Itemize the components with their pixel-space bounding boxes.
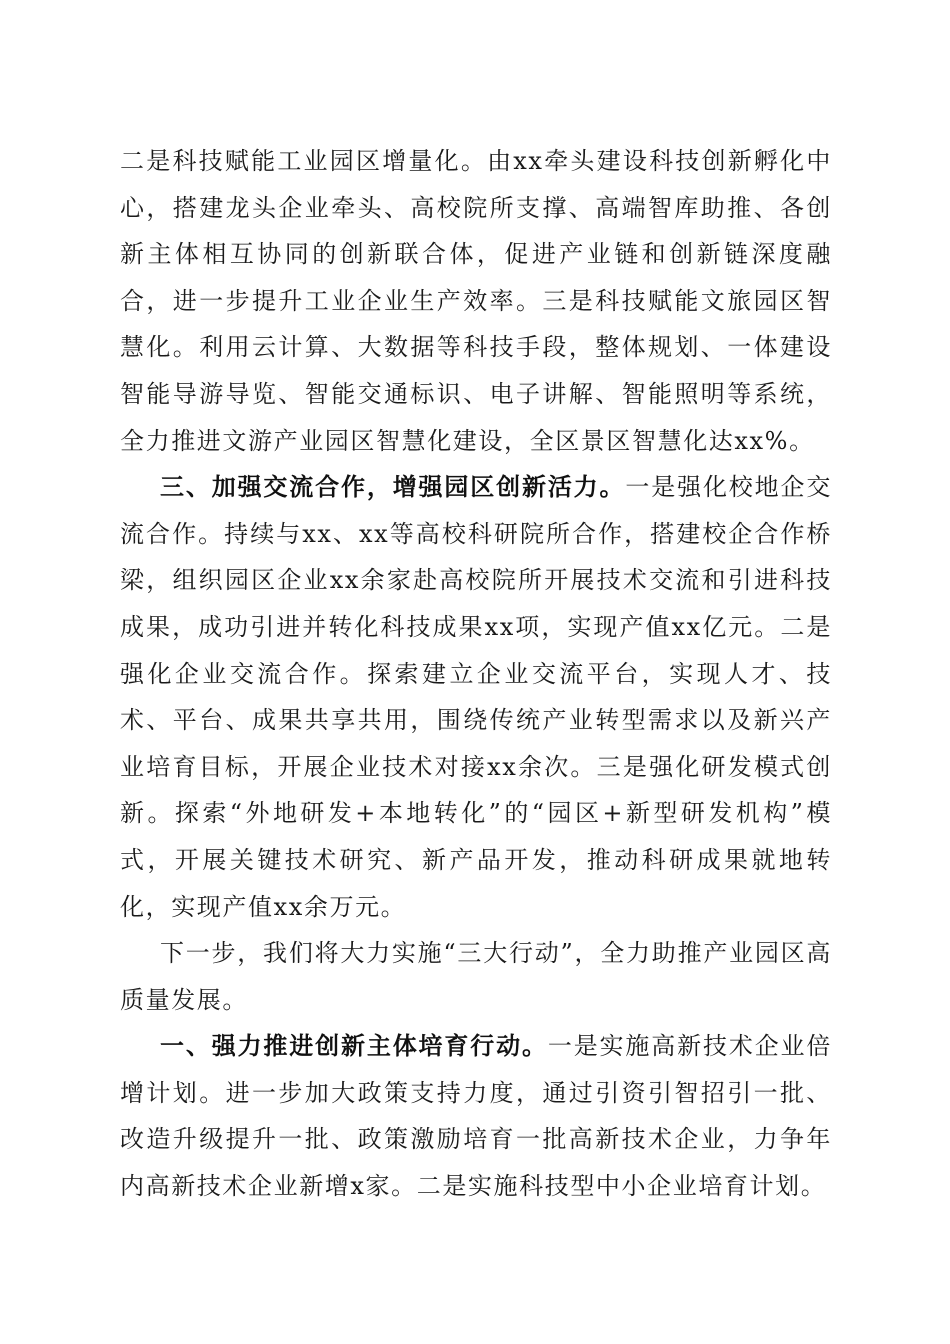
paragraph-text: 一是强化校地企交流合作。持续与xx、xx等高校科研院所合作，搭建校企合作桥梁，组织园区企业xx余家赴高校院所开展技术交流和引进科技成果，成功引进并转化科技成果xx项，实现产值xx亿元。二是强化企业交流合作。探索建立企业交流平台，实现人才、技术、平台、成果共享共用，围绕传统产业转型需求以及新兴产业培育目标，开展企业技术对接xx余次。三是强化研发模式创新。探索“外地研发+本地转化”的“园区+新型研发机构”模式，开展关键技术研究、新产品开发，推动科研成果就地转化，实现产值xx余万元。 (120, 473, 832, 921)
section-heading: 一、强力推进创新主体培育行动。 (160, 1032, 548, 1061)
paragraph-tech-empowerment (120, 138, 832, 464)
section-heading: 三、加强交流合作，增强园区创新活力。 (160, 473, 626, 502)
paragraph-text: 一是实施高新技术企业倍增计划。进一步加大政策支持力度，通过引资引智招引一批、改造升级提升一批、政策激励培育一批高新技术企业，力争年内高新技术企业新增x家。二是实施科技型中小企业培育计划。 (120, 1032, 832, 1201)
paragraph-next-step (120, 930, 832, 1023)
paragraph-exchange-cooperation (120, 464, 832, 930)
paragraph-text: 二是科技赋能工业园区增量化。由xx牵头建设科技创新孵化中心，搭建龙头企业牵头、高校院所支撑、高端智库助推、各创新主体相互协同的创新联合体，促进产业链和创新链深度融合，进一步提升工业企业生产效率。三是科技赋能文旅园区智慧化。利用云计算、大数据等科技手段，整体规划、一体建设智能导游导览、智能交通标识、电子讲解、智能照明等系统，全力推进文游产业园区智慧化建设，全区景区智慧化达xx%。 (120, 147, 832, 455)
document-body (120, 138, 832, 1210)
paragraph-text: 下一步，我们将大力实施“三大行动”，全力助推产业园区高质量发展。 (120, 939, 832, 1014)
paragraph-innovation-cultivation (120, 1023, 832, 1209)
